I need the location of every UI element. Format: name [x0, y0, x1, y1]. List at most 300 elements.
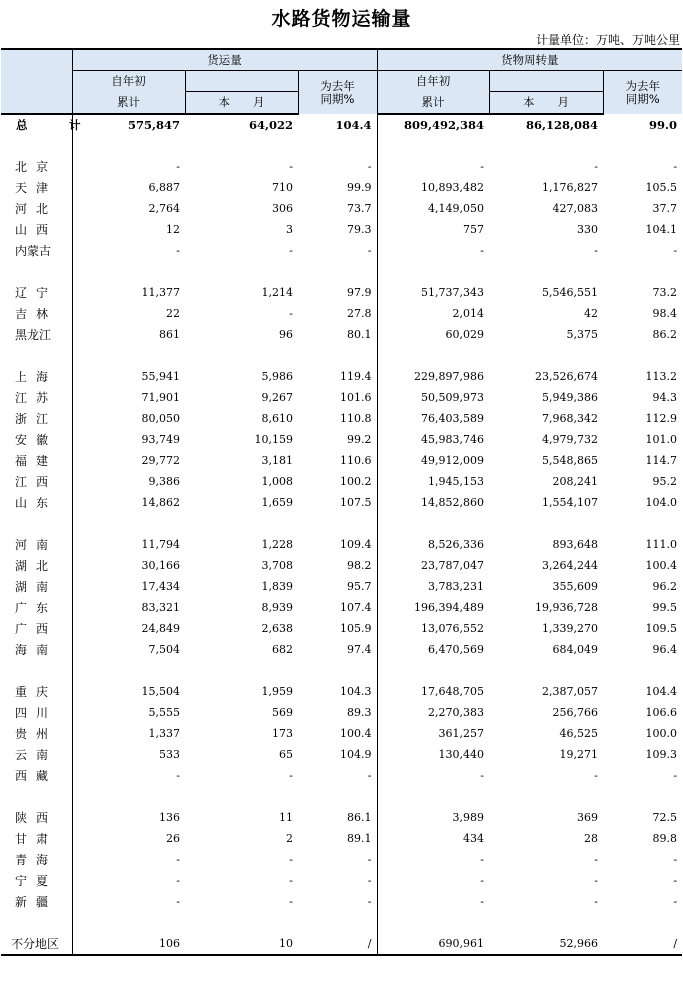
turnover-ytd-cell: 14,852,860 — [377, 492, 489, 513]
turnover-ytd-cell: 10,893,482 — [377, 177, 489, 198]
cargo-yoy-cell: 98.2 — [347, 559, 372, 572]
cargo-month-spacer — [185, 71, 298, 92]
turnover-ytd-cell: 60,029 — [377, 324, 489, 345]
turnover-month-cell: - — [594, 853, 599, 866]
cargo-turnover-header: 货物周转量 — [377, 49, 682, 71]
turnover-yoy-cell: - — [673, 853, 678, 866]
spacer-cell — [1, 135, 72, 156]
spacer-row — [1, 261, 682, 282]
turnover-month-cell: - — [594, 769, 599, 782]
turnover-yoy-cell: 99.5 — [652, 601, 678, 614]
turnover-ytd-header-line2: 累计 — [377, 92, 489, 115]
region-name: 总 计 — [16, 118, 96, 132]
table-row — [1, 618, 682, 639]
turnover-month-cell: 208,241 — [552, 475, 599, 488]
spacer-cell — [603, 660, 682, 681]
turnover-yoy-cell: 72.5 — [652, 811, 678, 824]
cargo-month-cell: 710 — [272, 181, 293, 194]
cargo-volume-header: 货运量 — [72, 49, 377, 71]
spacer-cell — [185, 135, 298, 156]
spacer-cell — [603, 345, 682, 366]
turnover-month-cell: 19,936,728 — [535, 601, 599, 614]
cargo-ytd-cell: 14,862 — [72, 492, 185, 513]
table-row — [1, 744, 682, 765]
spacer-cell — [489, 786, 603, 807]
table-row — [1, 450, 682, 471]
cargo-ytd-cell: 11,794 — [72, 534, 185, 555]
cargo-yoy-cell: 101.6 — [340, 391, 372, 404]
cargo-ytd-header-line2: 累计 — [72, 92, 185, 115]
turnover-ytd-cell: 3,989 — [377, 807, 489, 828]
spacer-cell — [185, 786, 298, 807]
table-row — [1, 681, 682, 702]
cargo-month-cell: - — [289, 895, 293, 908]
region-name: 吉林 — [15, 307, 58, 321]
cargo-yoy-cell: 107.4 — [340, 601, 372, 614]
spacer-cell — [377, 261, 489, 282]
region-name: 重庆 — [15, 685, 58, 699]
turnover-yoy-header — [603, 71, 682, 115]
turnover-yoy-line2: 同期% — [625, 91, 660, 106]
table-body — [1, 114, 682, 955]
turnover-yoy-cell: 106.6 — [645, 706, 678, 719]
region-name: 新疆 — [15, 895, 58, 909]
cargo-ytd-cell: 136 — [72, 807, 185, 828]
spacer-cell — [185, 513, 298, 534]
turnover-ytd-cell: 229,897,986 — [377, 366, 489, 387]
cargo-ytd-cell: 30,166 — [72, 555, 185, 576]
cargo-month-cell: 173 — [272, 727, 293, 740]
turnover-yoy-cell: 114.7 — [645, 454, 678, 467]
turnover-month-cell: 5,546,551 — [542, 286, 599, 299]
cargo-month-cell: 1,959 — [261, 685, 293, 698]
region-name: 贵州 — [15, 727, 58, 741]
turnover-yoy-cell: 105.5 — [645, 181, 678, 194]
cargo-ytd-cell: - — [72, 156, 185, 177]
spacer-cell — [185, 660, 298, 681]
cargo-month-cell: 11 — [279, 811, 293, 824]
table-row — [1, 156, 682, 177]
cargo-month-cell: - — [289, 307, 293, 320]
region-name: 海南 — [15, 643, 58, 657]
cargo-ytd-cell: 15,504 — [72, 681, 185, 702]
spacer-cell — [1, 912, 72, 933]
cargo-month-cell: 1,839 — [261, 580, 293, 593]
turnover-ytd-cell: 49,912,009 — [377, 450, 489, 471]
spacer-cell — [603, 513, 682, 534]
cargo-month-cell: - — [289, 244, 293, 257]
turnover-yoy-cell: - — [673, 874, 678, 887]
spacer-cell — [185, 345, 298, 366]
spacer-row — [1, 660, 682, 681]
region-name: 山东 — [15, 496, 58, 510]
table-row — [1, 408, 682, 429]
cargo-ytd-cell: 24,849 — [72, 618, 185, 639]
cargo-ytd-cell: 7,504 — [72, 639, 185, 660]
cargo-yoy-cell: 105.9 — [340, 622, 372, 635]
cargo-yoy-cell: 100.4 — [340, 727, 372, 740]
turnover-ytd-cell: - — [377, 849, 489, 870]
cargo-yoy-cell: 100.2 — [340, 475, 372, 488]
table-row — [1, 366, 682, 387]
turnover-yoy-cell: 96.4 — [652, 643, 678, 656]
region-name: 广西 — [15, 622, 58, 636]
cargo-month-cell: 2 — [286, 832, 293, 845]
turnover-yoy-cell: 109.5 — [645, 622, 678, 635]
turnover-ytd-cell: 4,149,050 — [377, 198, 489, 219]
turnover-ytd-cell: 690,961 — [377, 933, 489, 955]
spacer-cell — [1, 261, 72, 282]
region-name: 四川 — [15, 706, 58, 720]
table-row — [1, 534, 682, 555]
region-name: 安徽 — [15, 433, 58, 447]
cargo-month-cell: 3,181 — [261, 454, 293, 467]
cargo-month-cell: - — [289, 769, 293, 782]
total-row — [1, 114, 682, 135]
turnover-ytd-cell: 196,394,489 — [377, 597, 489, 618]
turnover-month-cell: 893,648 — [552, 538, 599, 551]
turnover-yoy-cell: / — [603, 933, 682, 955]
spacer-cell — [603, 261, 682, 282]
spacer-cell — [489, 345, 603, 366]
region-name: 辽宁 — [15, 286, 58, 300]
cargo-yoy-cell: 89.3 — [347, 706, 372, 719]
region-name: 湖南 — [15, 580, 58, 594]
cargo-yoy-cell: 107.5 — [340, 496, 372, 509]
table-row — [1, 471, 682, 492]
cargo-yoy-cell: 80.1 — [347, 328, 372, 341]
spacer-cell — [377, 660, 489, 681]
region-name: 不分地区 — [1, 933, 72, 955]
cargo-yoy-cell: 79.3 — [347, 223, 372, 236]
cargo-yoy-cell: 97.4 — [347, 643, 372, 656]
spacer-cell — [72, 135, 185, 156]
turnover-yoy-cell: 101.0 — [645, 433, 678, 446]
turnover-yoy-cell: 98.4 — [652, 307, 678, 320]
turnover-ytd-cell: 757 — [377, 219, 489, 240]
turnover-yoy-cell: 109.3 — [645, 748, 678, 761]
turnover-yoy-cell: 89.8 — [652, 832, 678, 845]
turnover-ytd-cell: - — [377, 891, 489, 912]
turnover-yoy-cell: 104.1 — [645, 223, 678, 236]
turnover-ytd-cell: 17,648,705 — [377, 681, 489, 702]
cargo-ytd-cell: 26 — [72, 828, 185, 849]
table-row — [1, 429, 682, 450]
table-row — [1, 828, 682, 849]
cargo-yoy-cell: 110.8 — [340, 412, 372, 425]
cargo-ytd-cell: 533 — [72, 744, 185, 765]
spacer-cell — [377, 135, 489, 156]
turnover-ytd-cell: 51,737,343 — [377, 282, 489, 303]
cargo-ytd-cell: 83,321 — [72, 597, 185, 618]
table-row — [1, 177, 682, 198]
table-row — [1, 723, 682, 744]
cargo-month-cell: 1,659 — [261, 496, 293, 509]
cargo-yoy-cell: / — [298, 933, 377, 955]
table-row — [1, 597, 682, 618]
turnover-ytd-cell: - — [377, 870, 489, 891]
turnover-month-header: 本 月 — [489, 92, 603, 115]
cargo-yoy-cell: 27.8 — [347, 307, 372, 320]
table-row — [1, 933, 682, 955]
turnover-month-cell: 684,049 — [552, 643, 599, 656]
cargo-yoy-line2: 同期% — [320, 91, 355, 106]
turnover-yoy-cell: - — [673, 895, 678, 908]
spacer-cell — [377, 786, 489, 807]
spacer-cell — [72, 513, 185, 534]
spacer-cell — [72, 345, 185, 366]
cargo-ytd-cell: 93,749 — [72, 429, 185, 450]
region-name: 青海 — [15, 853, 58, 867]
spacer-cell — [72, 660, 185, 681]
turnover-ytd-cell: 1,945,153 — [377, 471, 489, 492]
cargo-ytd-cell: 575,847 — [72, 114, 185, 135]
region-header-cell — [1, 49, 72, 114]
table-row — [1, 282, 682, 303]
turnover-yoy-cell: 37.7 — [652, 202, 678, 215]
cargo-month-header: 本 月 — [185, 92, 298, 115]
turnover-yoy-cell: 113.2 — [645, 370, 678, 383]
turnover-month-cell: 355,609 — [552, 580, 599, 593]
turnover-yoy-cell: 96.2 — [652, 580, 678, 593]
region-name: 河南 — [15, 538, 58, 552]
cargo-yoy-cell: - — [367, 853, 372, 866]
spacer-row — [1, 513, 682, 534]
cargo-yoy-header — [298, 71, 377, 115]
turnover-ytd-cell: 23,787,047 — [377, 555, 489, 576]
spacer-cell — [185, 912, 298, 933]
cargo-yoy-cell: 73.7 — [347, 202, 372, 215]
cargo-yoy-cell: 89.1 — [347, 832, 372, 845]
table-row — [1, 870, 682, 891]
cargo-month-cell: 3 — [286, 223, 293, 236]
region-name: 甘肃 — [15, 832, 58, 846]
page-title: 水路货物运输量 — [271, 8, 412, 30]
turnover-yoy-cell: 112.9 — [645, 412, 678, 425]
spacer-row — [1, 786, 682, 807]
turnover-ytd-cell: 2,014 — [377, 303, 489, 324]
turnover-ytd-cell: - — [377, 765, 489, 786]
turnover-month-cell: - — [594, 244, 599, 257]
turnover-yoy-cell: - — [673, 244, 678, 257]
table-row — [1, 555, 682, 576]
spacer-row — [1, 345, 682, 366]
cargo-yoy-line1: 为去年 — [320, 78, 355, 93]
spacer-cell — [72, 786, 185, 807]
waterway-freight-table — [1, 48, 682, 956]
turnover-month-cell: 46,525 — [559, 727, 599, 740]
cargo-ytd-cell: 55,941 — [72, 366, 185, 387]
cargo-yoy-cell: 110.6 — [340, 454, 372, 467]
turnover-month-cell: 1,176,827 — [542, 181, 599, 194]
table-row — [1, 702, 682, 723]
turnover-yoy-cell: 86.2 — [652, 328, 678, 341]
turnover-yoy-cell: 100.4 — [645, 559, 678, 572]
unit-note: 计量单位：万吨、万吨公里 — [535, 33, 680, 47]
cargo-month-cell: 3,708 — [261, 559, 293, 572]
cargo-ytd-cell: 6,887 — [72, 177, 185, 198]
table-row — [1, 765, 682, 786]
region-name: 内蒙古 — [15, 244, 52, 258]
cargo-month-cell: - — [289, 160, 293, 173]
cargo-yoy-cell: 104.3 — [340, 685, 372, 698]
turnover-month-cell: 28 — [584, 832, 599, 845]
cargo-yoy-cell: 95.7 — [347, 580, 372, 593]
spacer-cell — [298, 912, 377, 933]
turnover-ytd-cell: 3,783,231 — [377, 576, 489, 597]
spacer-cell — [72, 912, 185, 933]
cargo-month-cell: 306 — [272, 202, 293, 215]
cargo-month-cell: 64,022 — [248, 118, 293, 132]
spacer-cell — [489, 261, 603, 282]
cargo-ytd-cell: - — [72, 891, 185, 912]
spacer-cell — [489, 513, 603, 534]
turnover-ytd-cell: 2,270,383 — [377, 702, 489, 723]
cargo-yoy-cell: - — [367, 160, 372, 173]
turnover-yoy-cell: 94.3 — [652, 391, 678, 404]
cargo-yoy-cell: - — [367, 874, 372, 887]
cargo-ytd-cell: 11,377 — [72, 282, 185, 303]
table-row — [1, 219, 682, 240]
region-name: 北京 — [15, 160, 58, 174]
table-row — [1, 387, 682, 408]
turnover-month-spacer — [489, 71, 603, 92]
spacer-row — [1, 912, 682, 933]
region-name: 广东 — [15, 601, 58, 615]
cargo-month-cell: 1,228 — [261, 538, 293, 551]
cargo-month-cell: 1,008 — [261, 475, 293, 488]
cargo-ytd-cell: 861 — [72, 324, 185, 345]
table-header — [1, 49, 682, 114]
region-name: 江苏 — [15, 391, 58, 405]
spacer-cell — [377, 912, 489, 933]
turnover-ytd-cell: 13,076,552 — [377, 618, 489, 639]
cargo-month-cell: 10,159 — [254, 433, 293, 446]
cargo-ytd-cell: 29,772 — [72, 450, 185, 471]
turnover-ytd-cell: 76,403,589 — [377, 408, 489, 429]
turnover-ytd-cell: 45,983,746 — [377, 429, 489, 450]
turnover-ytd-cell: 130,440 — [377, 744, 489, 765]
turnover-month-cell: - — [594, 160, 599, 173]
table-row — [1, 849, 682, 870]
turnover-ytd-cell: 361,257 — [377, 723, 489, 744]
cargo-ytd-cell: 106 — [72, 933, 185, 955]
turnover-ytd-cell: 809,492,384 — [377, 114, 489, 135]
turnover-yoy-cell: 104.4 — [645, 685, 678, 698]
cargo-month-cell: 96 — [279, 328, 293, 341]
turnover-ytd-cell: - — [377, 240, 489, 261]
cargo-month-cell: - — [289, 874, 293, 887]
turnover-month-cell: 1,339,270 — [542, 622, 599, 635]
turnover-month-cell: 330 — [577, 223, 599, 236]
table-row — [1, 891, 682, 912]
region-name: 陕西 — [15, 811, 58, 825]
turnover-month-cell: 23,526,674 — [535, 370, 599, 383]
cargo-yoy-cell: 86.1 — [347, 811, 372, 824]
region-name: 西藏 — [15, 769, 58, 783]
turnover-yoy-cell: 95.2 — [652, 475, 678, 488]
turnover-ytd-cell: 434 — [377, 828, 489, 849]
spacer-cell — [603, 786, 682, 807]
cargo-month-cell: 9,267 — [261, 391, 293, 404]
region-name: 上海 — [15, 370, 58, 384]
region-name: 浙江 — [15, 412, 58, 426]
turnover-month-cell: 5,375 — [566, 328, 599, 341]
region-name: 山西 — [15, 223, 58, 237]
cargo-ytd-header-line1: 自年初 — [72, 71, 185, 92]
cargo-month-cell: 569 — [272, 706, 293, 719]
table-row — [1, 324, 682, 345]
turnover-yoy-cell: - — [673, 769, 678, 782]
region-name: 云南 — [15, 748, 58, 762]
turnover-month-cell: 86,128,084 — [525, 118, 599, 132]
turnover-ytd-cell: - — [377, 156, 489, 177]
cargo-yoy-cell: - — [367, 244, 372, 257]
table-row — [1, 639, 682, 660]
turnover-month-cell: 19,271 — [559, 748, 599, 761]
table-row — [1, 198, 682, 219]
spacer-cell — [1, 786, 72, 807]
turnover-month-cell: 256,766 — [552, 706, 599, 719]
cargo-yoy-cell: - — [367, 769, 372, 782]
spacer-cell — [377, 345, 489, 366]
cargo-ytd-cell: 71,901 — [72, 387, 185, 408]
spacer-cell — [298, 513, 377, 534]
cargo-ytd-cell: 5,555 — [72, 702, 185, 723]
spacer-row — [1, 135, 682, 156]
cargo-month-cell: 5,986 — [261, 370, 293, 383]
table-row — [1, 303, 682, 324]
turnover-month-cell: 369 — [577, 811, 599, 824]
turnover-ytd-cell: 8,526,336 — [377, 534, 489, 555]
turnover-yoy-cell: - — [673, 160, 678, 173]
cargo-month-cell: 8,610 — [261, 412, 293, 425]
cargo-yoy-cell: 104.9 — [340, 748, 372, 761]
region-name: 江西 — [15, 475, 58, 489]
cargo-ytd-cell: 9,386 — [72, 471, 185, 492]
cargo-yoy-cell: - — [367, 895, 372, 908]
turnover-month-cell: 5,949,386 — [542, 391, 599, 404]
turnover-month-cell: - — [594, 895, 599, 908]
spacer-cell — [72, 261, 185, 282]
cargo-ytd-cell: 22 — [72, 303, 185, 324]
turnover-ytd-cell: 50,509,973 — [377, 387, 489, 408]
cargo-month-cell: 10 — [185, 933, 298, 955]
turnover-month-cell: 1,554,107 — [542, 496, 599, 509]
spacer-cell — [1, 660, 72, 681]
turnover-ytd-header-line1: 自年初 — [377, 71, 489, 92]
cargo-ytd-cell: - — [72, 765, 185, 786]
spacer-cell — [298, 261, 377, 282]
cargo-yoy-cell: 99.9 — [347, 181, 372, 194]
turnover-month-cell: 2,387,057 — [542, 685, 599, 698]
turnover-yoy-cell: 111.0 — [645, 538, 678, 551]
cargo-month-cell: - — [289, 853, 293, 866]
table-row — [1, 240, 682, 261]
turnover-month-cell: 5,548,865 — [542, 454, 599, 467]
cargo-month-cell: 65 — [279, 748, 293, 761]
cargo-ytd-cell: 17,434 — [72, 576, 185, 597]
cargo-month-cell: 682 — [272, 643, 293, 656]
cargo-ytd-cell: - — [72, 240, 185, 261]
spacer-cell — [489, 135, 603, 156]
spacer-cell — [489, 912, 603, 933]
turnover-yoy-cell: 73.2 — [652, 286, 678, 299]
table-row — [1, 807, 682, 828]
cargo-yoy-cell: 104.4 — [335, 117, 372, 132]
turnover-month-cell: 3,264,244 — [542, 559, 599, 572]
turnover-month-cell: 4,979,732 — [542, 433, 599, 446]
